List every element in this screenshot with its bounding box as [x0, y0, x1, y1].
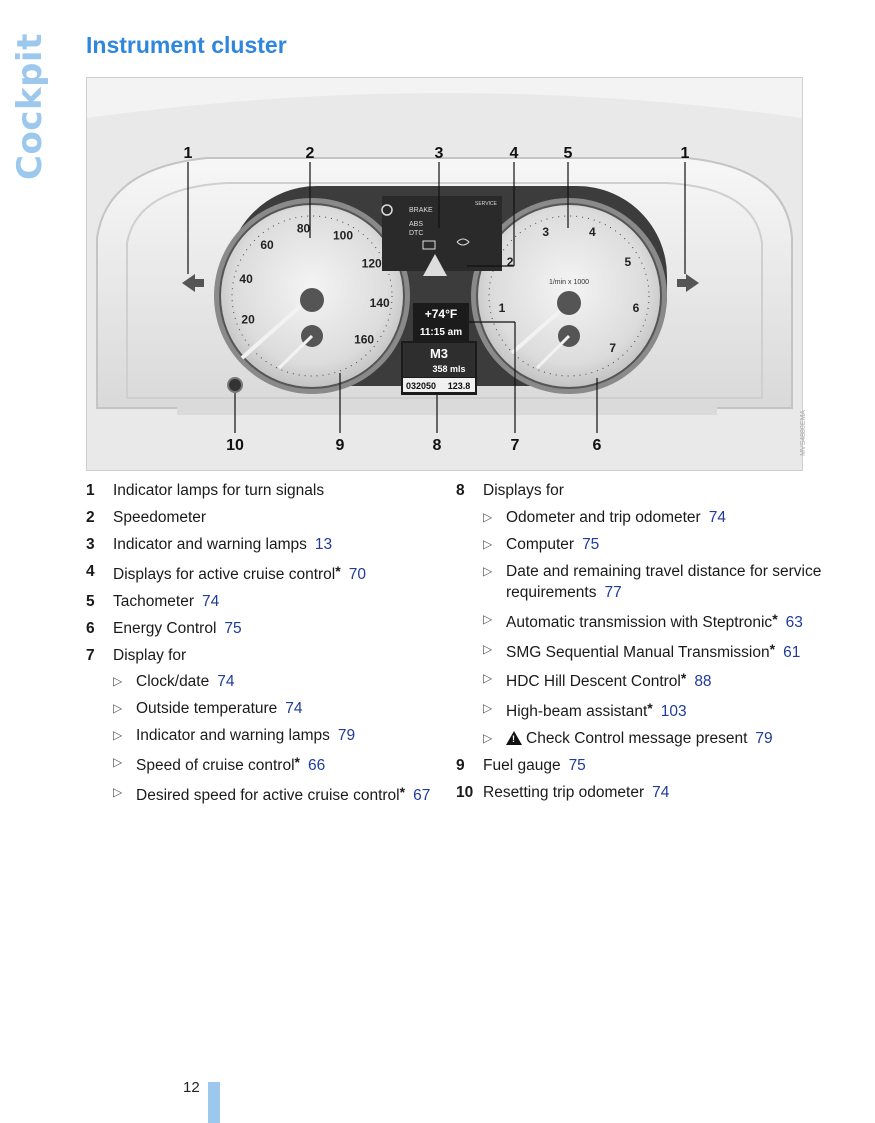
- legend-subitem: [483, 535, 826, 556]
- legend-subitem-text: Clock/date: [136, 673, 210, 691]
- page-reference-link[interactable]: 79: [337, 727, 356, 745]
- callout-6: 6: [592, 437, 602, 454]
- bullet-triangle-icon: ▷: [483, 536, 493, 551]
- legend-item-number: 4: [86, 562, 95, 580]
- warning-lamp-panel: [382, 196, 502, 276]
- legend-item-text: Tachometer: [113, 592, 194, 610]
- legend-item-text: Energy Control: [113, 619, 217, 637]
- legend-subitem: [483, 640, 826, 664]
- legend-item-9: [456, 756, 826, 777]
- bullet-triangle-icon: ▷: [113, 755, 123, 770]
- bullet-triangle-icon: ▷: [483, 509, 493, 524]
- clock-time: 11:15 am: [419, 327, 463, 338]
- tachometer-tick-2: 2: [506, 255, 514, 269]
- speedometer-tick-140: 140: [369, 295, 390, 310]
- page-reference-link[interactable]: 77: [604, 583, 622, 601]
- legend-subitem-text: Speed of cruise control: [136, 757, 295, 775]
- legend-item-number: 7: [86, 646, 95, 664]
- legend-subitem-text: Indicator and warning lamps: [136, 727, 330, 745]
- bullet-triangle-icon: ▷: [113, 728, 123, 743]
- bullet-triangle-icon: ▷: [113, 701, 123, 716]
- legend-item-number: 3: [86, 535, 95, 553]
- optional-equipment-star: *: [335, 562, 341, 579]
- legend-left-column: [86, 481, 436, 813]
- page-reference-link[interactable]: 61: [783, 643, 801, 661]
- callout-1-right: 1: [680, 145, 690, 162]
- page-reference-link[interactable]: 88: [694, 673, 712, 691]
- speedometer-tick-160: 160: [354, 332, 375, 347]
- legend-item-number: 1: [86, 482, 95, 499]
- legend-item-number: 2: [86, 508, 95, 526]
- page-reference-link[interactable]: 63: [785, 613, 803, 631]
- legend-item-1: [86, 481, 436, 502]
- legend-subitem-text: SMG Sequential Manual Transmission: [506, 643, 770, 661]
- range-reading: 358 mls: [432, 364, 466, 374]
- callout-7: 7: [510, 437, 520, 454]
- page-reference-link[interactable]: 75: [582, 535, 600, 553]
- display-temperature-clock: [413, 303, 469, 341]
- page-reference-link[interactable]: 74: [285, 700, 303, 718]
- legend-subitem: [483, 508, 826, 529]
- legend-item-text: Display for: [113, 646, 187, 664]
- legend-subitem: [113, 699, 436, 720]
- legend-item-text: Speedometer: [113, 508, 207, 526]
- legend-subitem-text: Check Control message present: [526, 730, 748, 748]
- legend-item-8: [456, 481, 826, 750]
- page-reference-link[interactable]: 79: [755, 730, 773, 748]
- legend-item-text: Displays for active cruise control: [113, 565, 336, 583]
- legend-subitem: [483, 562, 826, 604]
- legend-item-number: 8: [456, 482, 465, 499]
- legend-subitem: [113, 726, 436, 747]
- tachometer-tick-1: 1: [498, 300, 506, 315]
- legend-item-6: [86, 619, 436, 640]
- legend-item-text: Indicator and warning lamps: [113, 535, 307, 553]
- bullet-triangle-icon: ▷: [483, 563, 493, 578]
- legend-subitem-text: Date and remaining travel distance for service requirements: [506, 562, 822, 601]
- legend-subitem-text: Odometer and trip odometer: [506, 508, 701, 526]
- optional-equipment-star: *: [772, 610, 778, 627]
- outside-temperature: +74°F: [424, 307, 458, 321]
- gear-indicator: M3: [429, 346, 449, 361]
- legend-item-10: [456, 783, 826, 804]
- legend-item-number: 5: [86, 592, 95, 610]
- trip-reset-button: [228, 378, 242, 392]
- bullet-triangle-icon: ▷: [483, 611, 493, 626]
- instrument-cluster-figure: [86, 77, 803, 471]
- bullet-triangle-icon: ▷: [483, 641, 493, 656]
- page-reference-link[interactable]: 74: [217, 673, 235, 691]
- page-reference-link[interactable]: 75: [224, 619, 242, 637]
- speedometer-tick-60: 60: [260, 238, 274, 252]
- abs-lamp-label: ABS: [409, 221, 424, 228]
- warning-triangle-icon: [506, 731, 522, 745]
- legend-subitem: [113, 783, 436, 807]
- legend-subitem: [483, 610, 826, 634]
- legend-right-column: [456, 481, 826, 810]
- service-lamp-label: SERVICE: [475, 201, 497, 207]
- page-reference-link[interactable]: 74: [652, 784, 670, 802]
- page-reference-link[interactable]: 103: [660, 703, 687, 721]
- tachometer-tick-4: 4: [588, 225, 596, 240]
- legend-subitem: [483, 729, 826, 750]
- speedometer-tick-120: 120: [361, 256, 382, 271]
- tachometer-tick-6: 6: [632, 300, 640, 315]
- bullet-triangle-icon: ▷: [483, 731, 493, 746]
- legend-subitem: [483, 699, 826, 723]
- page-reference-link[interactable]: 75: [568, 757, 586, 775]
- optional-equipment-star: *: [680, 670, 687, 687]
- legend-item-3: [86, 535, 436, 556]
- display-odometer-computer: [401, 341, 477, 395]
- legend-item-4: [86, 562, 436, 586]
- page-reference-link[interactable]: 13: [314, 535, 333, 553]
- legend-item-number: 10: [456, 784, 474, 802]
- callout-4: 4: [509, 145, 519, 162]
- page-title: Instrument cluster: [86, 32, 287, 58]
- optional-equipment-star: *: [647, 700, 653, 717]
- legend-item-number: 6: [86, 619, 95, 637]
- speedometer-tick-40: 40: [239, 272, 253, 287]
- legend-subitem-text: Outside temperature: [136, 700, 278, 718]
- trip-reading: 123.8: [447, 381, 471, 391]
- tachometer-tick-3: 3: [542, 225, 550, 240]
- legend-item-text: Resetting trip odometer: [483, 784, 645, 802]
- legend-item-text: Indicator lamps for turn signals: [113, 482, 325, 499]
- legend-subitem: [113, 753, 436, 777]
- page-reference-link[interactable]: 70: [348, 565, 366, 583]
- callout-8: 8: [432, 437, 442, 454]
- page-number: 12: [183, 1079, 200, 1096]
- tach-unit-label: 1/min x 1000: [548, 279, 590, 286]
- legend-item-2: [86, 508, 436, 529]
- section-tab-cockpit: Cockpit: [10, 33, 50, 180]
- speedometer-tick-20: 20: [241, 312, 255, 327]
- bullet-triangle-icon: ▷: [483, 671, 493, 686]
- optional-equipment-star: *: [399, 784, 406, 801]
- callout-5: 5: [563, 145, 573, 162]
- legend-item-7: [86, 646, 436, 808]
- callout-9: 9: [335, 437, 345, 454]
- bullet-triangle-icon: ▷: [483, 701, 493, 716]
- page-reference-link[interactable]: 66: [308, 757, 326, 775]
- legend-subitem-text: Automatic transmission with Steptronic: [506, 613, 773, 631]
- page-reference-link[interactable]: 67: [413, 787, 431, 805]
- speedometer-tick-80: 80: [296, 221, 311, 236]
- page-tab-bar: [208, 1082, 220, 1123]
- page-reference-link[interactable]: 74: [201, 592, 220, 610]
- legend-item-number: 9: [456, 757, 465, 775]
- speedometer: [214, 198, 410, 394]
- odometer-reading: 032050: [405, 381, 437, 391]
- legend-subitem: [113, 672, 436, 693]
- legend-subitem-text: Computer: [506, 535, 575, 553]
- callout-3: 3: [434, 145, 444, 162]
- legend-item-5: [86, 592, 436, 613]
- legend-subitem-text: HDC Hill Descent Control: [506, 673, 681, 691]
- legend-subitem-text: Desired speed for active cruise control: [136, 787, 400, 805]
- bullet-triangle-icon: ▷: [113, 785, 123, 800]
- legend-subitem-text: High-beam assistant: [506, 703, 648, 721]
- figure-code: MVS4880EMA: [800, 410, 807, 456]
- optional-equipment-star: *: [294, 754, 300, 771]
- dtc-lamp-label: DTC: [409, 230, 424, 237]
- callout-2: 2: [305, 145, 315, 162]
- tachometer-tick-5: 5: [624, 255, 632, 269]
- callout-10: 10: [226, 437, 244, 454]
- tachometer-tick-7: 7: [609, 341, 617, 356]
- speedometer-tick-100: 100: [332, 228, 354, 243]
- legend-subitem: [483, 669, 826, 693]
- bullet-triangle-icon: ▷: [113, 674, 123, 689]
- legend-item-text: Displays for: [483, 482, 564, 499]
- brake-lamp-label: BRAKE: [409, 207, 433, 214]
- legend-item-text: Fuel gauge: [483, 757, 561, 775]
- page-reference-link[interactable]: 74: [708, 508, 726, 526]
- callout-1-left: 1: [183, 145, 193, 162]
- optional-equipment-star: *: [769, 640, 776, 657]
